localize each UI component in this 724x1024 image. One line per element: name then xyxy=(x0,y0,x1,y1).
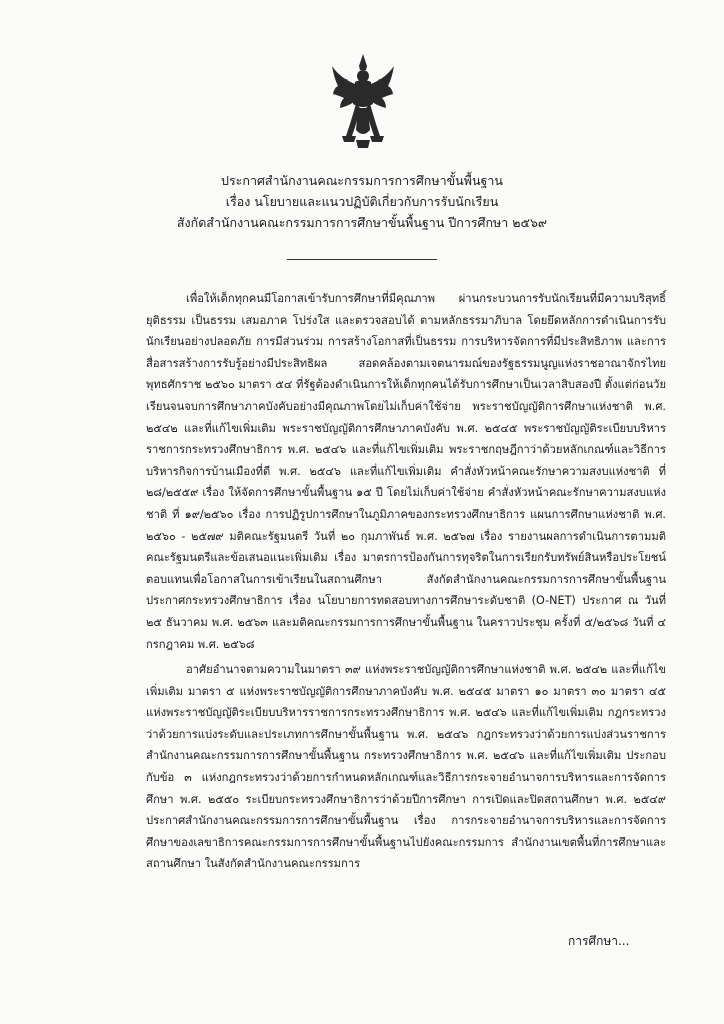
header-line-1: ประกาศสำนักงานคณะกรรมการการศึกษาขั้นพื้นฐาน xyxy=(221,173,503,188)
garuda-emblem-icon xyxy=(330,52,396,150)
body-paragraph-2: อาศัยอำนาจตามความในมาตรา ๓๙ แห่งพระราชบัญญัติการศึกษาแห่งชาติ พ.ศ. ๒๕๔๒ และที่แก้ไขเพิ่มเติม มาตรา ๕ แห่งพระราชบัญญัติการศึกษาภาคบังคับ พ.ศ. ๒๕๔๕ มาตรา ๑๐ มาตรา ๓๐ มาตรา ๔๕ แห่งพระราชบัญญัติระเบียบบริหารราชการกระทรวงศึกษาธิการ พ.ศ. ๒๕๔๖ และที่แก้ไขเพิ่มเติม กฎกระทรวงว่าด้วยการแบ่งระดับและประเภทการศึกษาขั้นพื้นฐาน พ.ศ. ๒๕๔๖ กฎกระทรวงว่าด้วยการแบ่งส่วนราชการสำนักงานคณะกรรมการการศึกษาขั้นพื้นฐาน กระทรวงศึกษาธิการ พ.ศ. ๒๕๔๖ และที่แก้ไขเพิ่มเติม ประกอบกับข้อ ๓ แห่งกฎกระทรวงว่าด้วยการกำหนดหลักเกณฑ์และวิธีการกระจายอำนาจการบริหารและการจัดการศึกษา พ.ศ. ๒๕๕๐ ระเบียบกระทรวงศึกษาธิการว่าด้วยปีการศึกษา การเปิดและปิดสถานศึกษา พ.ศ. ๒๕๔๙ ประกาศสำนักงานคณะกรรมการการศึกษาขั้นพื้นฐาน เรื่อง การกระจายอำนาจการบริหารและการจัดการศึกษาของเลขาธิการคณะกรรมการการศึกษาขั้นพื้นฐานไปยังคณะกรรมการ สำนักงานเขตพื้นที่การศึกษาและสถานศึกษา ในสังกัดสำนักงานคณะกรรมการ xyxy=(146,663,666,871)
header-line-2: เรื่อง นโยบายและแนวปฏิบัติเกี่ยวกับการรับนักเรียน xyxy=(225,194,499,209)
body-paragraph-2-container xyxy=(146,659,666,875)
body-paragraph-1: เพื่อให้เด็กทุกคนมีโอกาสเข้ารับการศึกษาที่มีคุณภาพ ผ่านกระบวนการรับนักเรียนที่มีความบริสุทธิ์ ยุติธรรม เป็นธรรม เสมอภาค โปร่งใส และตรวจสอบได้ ตามหลักธรรมาภิบาล โดยยึดหลักการดำเนินการรับนักเรียนอย่างปลอดภัย การมีส่วนร่วม การสร้างโอกาสที่เป็นธรรม การบริหารจัดการที่มีประสิทธิภาพ และการสื่อสารสร้างการรับรู้อย่างมีประสิทธิผล สอดคล้องตามเจตนารมณ์ของรัฐธรรมนูญแห่งราชอาณาจักรไทย พุทธศักราช ๒๕๖๐ มาตรา ๕๔ ที่รัฐต้องดำเนินการให้เด็กทุกคนได้รับการศึกษาเป็นเวลาสิบสองปี ตั้งแต่ก่อนวัยเรียนจนจบการศึกษาภาคบังคับอย่างมีคุณภาพโดยไม่เก็บค่าใช้จ่าย พระราชบัญญัติการศึกษาแห่งชาติ พ.ศ. ๒๕๔๒ และที่แก้ไขเพิ่มเติม พระราชบัญญัติการศึกษาภาคบังคับ พ.ศ. ๒๕๔๕ พระราชบัญญัติระเบียบบริหารราชการกระทรวงศึกษาธิการ พ.ศ. ๒๕๔๖ และที่แก้ไขเพิ่มเติม พระราชกฤษฎีกาว่าด้วยหลักเกณฑ์และวิธีการบริหารกิจการบ้านเมืองที่ดี พ.ศ. ๒๕๔๖ และที่แก้ไขเพิ่มเติม คำสั่งหัวหน้าคณะรักษาความสงบแห่งชาติ ที่ ๒๘/๒๕๕๙ เรื่อง ให้จัดการศึกษาขั้นพื้นฐาน ๑๕ ปี โดยไม่เก็บค่าใช้จ่าย คำสั่งหัวหน้าคณะรักษาความสงบแห่งชาติ ที่ ๑๙/๒๕๖๐ เรื่อง การปฏิรูปการศึกษาในภูมิภาคของกระทรวงศึกษาธิการ แผนการศึกษาแห่งชาติ พ.ศ. ๒๕๖๐ - ๒๕๗๙ มติคณะรัฐมนตรี วันที่ ๒๐ กุมภาพันธ์ พ.ศ. ๒๕๖๗ เรื่อง รายงานผลการดำเนินการตามมติคณะรัฐมนตรีและข้อเสนอแนะเพิ่มเติม เรื่อง มาตรการป้องกันการทุจริตในการเรียกรับทรัพย์สินหรือประโยชน์ตอบแทนเพื่อโอกาสในการเข้าเรียนในสถานศึกษา สังกัดสำนักงานคณะกรรมการการศึกษาขั้นพื้นฐาน ประกาศกระทรวงศึกษาธิการ เรื่อง นโยบายการทดสอบทางการศึกษาระดับชาติ (O-NET) ประกาศ ณ วันที่ ๒๕ ธันวาคม พ.ศ. ๒๕๖๓ และมติคณะกรรมการการศึกษาขั้นพื้นฐาน ในคราวประชุม ครั้งที่ ๕/๒๕๖๘ วันที่ ๔ กรกฎาคม พ.ศ. ๒๕๖๘ xyxy=(146,292,666,651)
announcement-header xyxy=(150,170,574,233)
header-divider xyxy=(287,259,437,260)
page-continuation: การศึกษา... xyxy=(568,934,630,948)
body-paragraph-1-container xyxy=(146,288,666,655)
header-line-3: สังกัดสำนักงานคณะกรรมการการศึกษาขั้นพื้นฐาน ปีการศึกษา ๒๕๖๙ xyxy=(176,215,548,230)
